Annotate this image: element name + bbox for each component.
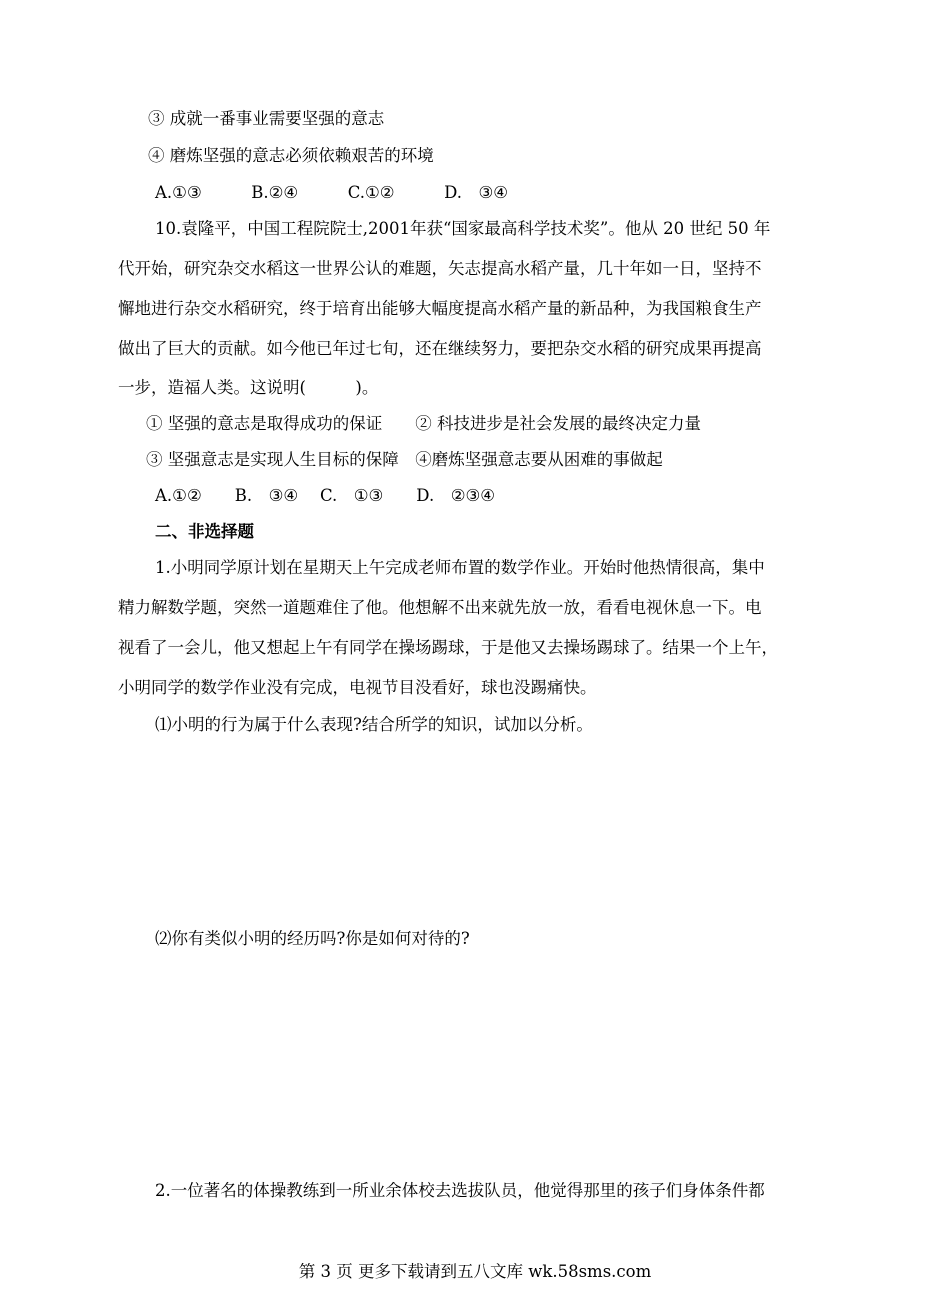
q10-options-3-4: ③ 坚强意志是实现人生目标的保障 ④磨炼坚强意志要从困难的事做起 [146,450,663,469]
q10-choices: A.①② B. ③④ C. ①③ D. ②③④ [155,486,496,505]
q10-line-1: 10.袁隆平，中国工程院院士,2001年获“国家最高科学技术奖”。他从 20 世纪 50 年 [155,219,771,238]
q1-sub-question-1: ⑴小明的行为属于什么表现?结合所学的知识，试加以分析。 [155,715,593,734]
q9-choices: A.①③ B.②④ C.①② D. ③④ [155,183,509,202]
page-footer: 第 3 页 更多下载请到五八文库 wk.58sms.com [298,1262,652,1281]
q9-option-4: ④ 磨炼坚强的意志必须依赖艰苦的环境 [148,146,434,165]
q10-line-5: 一步，造福人类。这说明( )。 [118,378,379,397]
section-heading: 二、非选择题 [155,522,254,541]
q10-options-1-2: ① 坚强的意志是取得成功的保证 ② 科技进步是社会发展的最终决定力量 [146,414,701,433]
q9-option-3: ③ 成就一番事业需要坚强的意志 [148,109,385,128]
q10-line-2: 代开始，研究杂交水稻这一世界公认的难题，矢志提高水稻产量，几十年如一日，坚持不 [118,259,762,278]
q1-line-1: 1.小明同学原计划在星期天上午完成老师布置的数学作业。开始时他热情很高，集中 [155,558,765,577]
q2-line-1: 2.一位著名的体操教练到一所业余体校去选拔队员，他觉得那里的孩子们身体条件都 [155,1181,765,1200]
q1-line-4: 小明同学的数学作业没有完成，电视节目没看好，球也没踢痛快。 [118,678,597,697]
q1-line-2: 精力解数学题，突然一道题难住了他。他想解不出来就先放一放，看看电视休息一下。电 [118,598,762,617]
q1-line-3: 视看了一会儿，他又想起上午有同学在操场踢球，于是他又去操场踢球了。结果一个上午， [118,638,778,657]
q10-line-3: 懈地进行杂交水稻研究，终于培育出能够大幅度提高水稻产量的新品种，为我国粮食生产 [118,299,762,318]
q1-sub-question-2: ⑵你有类似小明的经历吗?你是如何对待的? [155,929,470,948]
q10-line-4: 做出了巨大的贡献。如今他已年过七旬，还在继续努力，要把杂交水稻的研究成果再提高 [118,339,762,358]
